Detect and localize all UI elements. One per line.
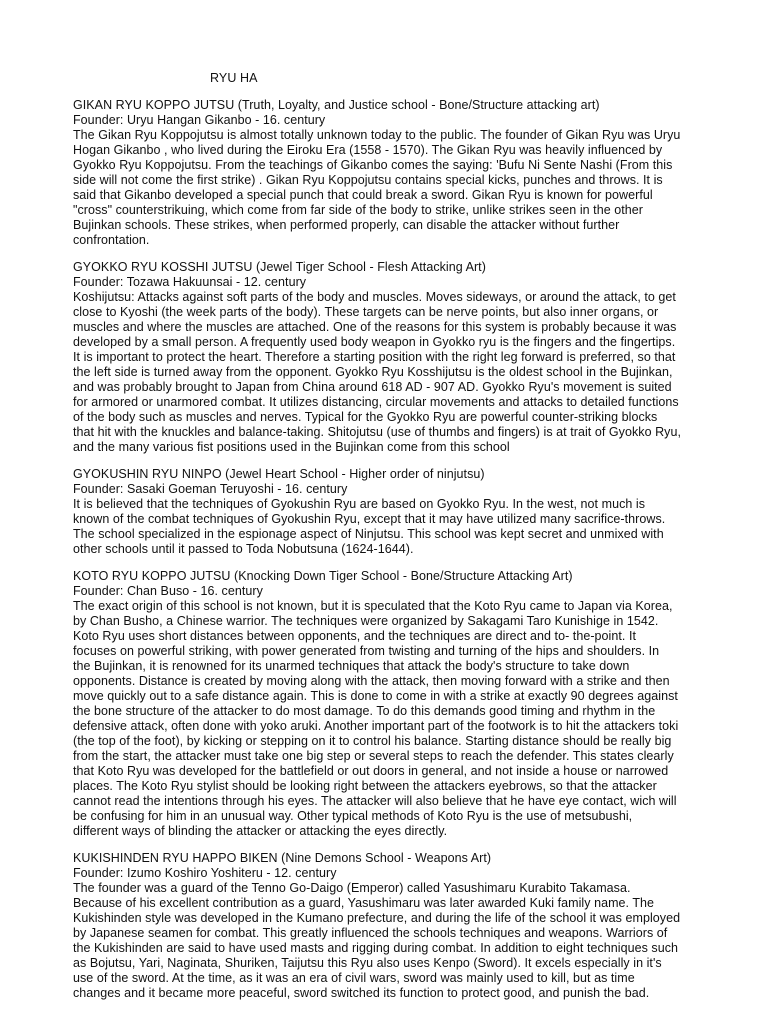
section-body-line: from the start, the attacker must take one big step or several steps to reach the defender. This states clearly [73, 749, 674, 763]
section-body-line: The Gikan Ryu Koppojutsu is almost totally unknown today to the public. The founder of Gikan Ryu was Uryu [73, 128, 681, 142]
section-body-line: be confusing for him in an unusual way. Other typical methods of Koto Ryu is the use of metsubushi, [73, 809, 633, 823]
section-body-line: and the many various fist positions used in the Bujinkan come from this school [73, 440, 510, 454]
section-body-line: by Japanese seamen for combat. This greatly influenced the schools techniques and weapons. Warriors of [73, 926, 668, 940]
section-body-line: that hit with the knuckles and balance-taking. Shitojutsu (use of thumbs and fingers) is at trait of Gyokko Ryu, [73, 425, 681, 439]
section-body-line: as Bojutsu, Yari, Naginata, Shuriken, Taijutsu this Ryu also uses Kenpo (Sword). It excels especially in it's [73, 956, 662, 970]
section-heading: GYOKUSHIN RYU NINPO (Jewel Heart School - Higher order of ninjutsu) [73, 467, 485, 481]
section-body-line: known of the combat techniques of Gyokushin Ryu, except that it may have utilized many sacrifice-throws. [73, 512, 666, 526]
section-body-line: focuses on powerful striking, with power generated from twisting and turning of the hips and shoulders. In [73, 644, 660, 658]
section-body-line: by Chan Busho, a Chinese warrior. The techniques were organized by Sakagami Taro Kunishige in 1542. [73, 614, 659, 628]
section-body-line: The exact origin of this school is not known, but it is speculated that the Koto Ryu came to Japan via Korea, [73, 599, 673, 613]
section-body-line: said that Gikanbo developed a special punch that could break a sword. Gikan Ryu is known for powerful [73, 188, 653, 202]
section-body-line: (the top of the foot), by kicking or stepping on it to control his balance. Starting distance should be really big [73, 734, 672, 748]
section-founder: Founder: Uryu Hangan Gikanbo - 16. century [73, 113, 326, 127]
section-body-line: the Kukishinden are said to have used masts and rigging during combat. In addition to eight techniques such [73, 941, 679, 955]
section-body-line: Kukishinden style was developed in the Kumano prefecture, and during the life of the school it was employed [73, 911, 681, 925]
section-body-line: and was probably brought to Japan from China around 618 AD - 907 AD. Gyokko Ryu's movement is suited [73, 380, 672, 394]
section-body-line: use of the sword. At the time, as it was an era of civil wars, sword was mainly used to kill, but as time [73, 971, 635, 985]
section-founder: Founder: Izumo Koshiro Yoshiteru - 12. century [73, 866, 337, 880]
section-body-line: developed by a small person. A frequently used body weapon in Gyokko ryu is the fingers and the fingertips. [73, 335, 676, 349]
section-body-line: places. The Koto Ryu stylist should be looking right between the attackers eyebrows, so that the attacker [73, 779, 657, 793]
section-body-line: Koto Ryu uses short distances between opponents, and the techniques are direct and to- the-point. It [73, 629, 636, 643]
section-body-line: The founder was a guard of the Tenno Go-Daigo (Emperor) called Yasushimaru Kurabito Takamasa. [73, 881, 631, 895]
school-section [73, 569, 708, 839]
section-body-line: changes and it became more peaceful, sword switched its function to protect good, and punish the bad. [73, 986, 650, 1000]
section-body-line: the Bujinkan, it is renowned for its unarmed techniques that attack the body's structure to take down [73, 659, 630, 673]
section-body-line: It is important to protect the heart. Therefore a starting position with the right leg forward is preferred, so that [73, 350, 676, 364]
document-title: RYU HA [210, 71, 258, 85]
section-founder: Founder: Sasaki Goeman Teruyoshi - 16. century [73, 482, 348, 496]
section-heading: GYOKKO RYU KOSSHI JUTSU (Jewel Tiger School - Flesh Attacking Art) [73, 260, 486, 274]
document-body [73, 98, 708, 1001]
section-body-line: It is believed that the techniques of Gyokushin Ryu are based on Gyokko Ryu. In the west, not much is [73, 497, 646, 511]
school-section [73, 260, 708, 455]
section-body-line: Because of his excellent contribution as a guard, Yasushimaru was later awarded Kuki family name. The [73, 896, 655, 910]
section-body-line: the left side is turned away from the opponent. Gyokko Ryu Kosshijutsu is the oldest school in the Bujinkan, [73, 365, 673, 379]
section-founder: Founder: Tozawa Hakuunsai - 12. century [73, 275, 307, 289]
section-heading: KOTO RYU KOPPO JUTSU (Knocking Down Tiger School - Bone/Structure Attacking Art) [73, 569, 573, 583]
school-section [73, 467, 708, 557]
section-body-line: The school specialized in the espionage aspect of Ninjutsu. This school was kept secret and unmixed with [73, 527, 664, 541]
section-body-line: of the body such as muscles and nerves. Typical for the Gyokko Ryu are powerful counter-striking blocks [73, 410, 658, 424]
section-body-line: Hogan Gikanbo , who lived during the Eiroku Era (1558 - 1570). The Gikan Ryu was heavily influenced by [73, 143, 663, 157]
section-body-line: close to Kyoshi (the week parts of the body). These targets can be nerve points, but also inner organs, or [73, 305, 659, 319]
section-body-line: muscles and where the muscles are attached. One of the reasons for this system is probably because it was [73, 320, 677, 334]
section-body-line: Gyokko Ryu Koppojutsu. From the teachings of Gikanbo comes the saying: 'Bufu Ni Sente Nashi (From this [73, 158, 673, 172]
section-body-line: the bone structure of the attacker to do most damage. To do this demands good timing and rhythm in the [73, 704, 656, 718]
section-body-line: other schools until it passed to Toda Nobutsuna (1624-1644). [73, 542, 414, 556]
section-body-line: confrontation. [73, 233, 150, 247]
section-body-line: for armored or unarmored combat. It utilizes distancing, circular movements and attacks to detailed functions [73, 395, 679, 409]
section-heading: KUKISHINDEN RYU HAPPO BIKEN (Nine Demons School - Weapons Art) [73, 851, 492, 865]
section-body-line: different ways of blinding the attacker or attacking the eyes directly. [73, 824, 448, 838]
section-body-line: Koshijutsu: Attacks against soft parts of the body and muscles. Moves sideways, or around the attack, to get [73, 290, 676, 304]
section-body-line: cannot read the intentions through his eyes. The attacker will also believe that he have eye contact, wich will [73, 794, 677, 808]
section-body-line: "cross" counterstrikuing, which come from far side of the body to strike, unlike strikes seen in the other [73, 203, 643, 217]
school-section [73, 851, 708, 1001]
section-founder: Founder: Chan Buso - 16. century [73, 584, 263, 598]
section-heading: GIKAN RYU KOPPO JUTSU (Truth, Loyalty, and Justice school - Bone/Structure attacking art) [73, 98, 600, 112]
section-body-line: side will not come the first strike) . Gikan Ryu Koppojutsu contains special kicks, punches and throws. It is [73, 173, 663, 187]
section-body-line: defensive attack, often done with yoko aruki. Another important part of the footwork is to hit the attackers toki [73, 719, 679, 733]
school-section [73, 98, 708, 248]
section-body-line: move quickly out to a safe distance again. This is done to come in with a strike at exactly 90 degrees against [73, 689, 678, 703]
section-body-line: opponents. Distance is created by moving along with the attack, then moving forward with a strike and then [73, 674, 670, 688]
section-body-line: Bujinkan schools. These strikes, when performed properly, can disable the attacker without further [73, 218, 620, 232]
section-body-line: that Koto Ryu was developed for the battlefield or out doors in general, and not inside a house or narrowed [73, 764, 669, 778]
